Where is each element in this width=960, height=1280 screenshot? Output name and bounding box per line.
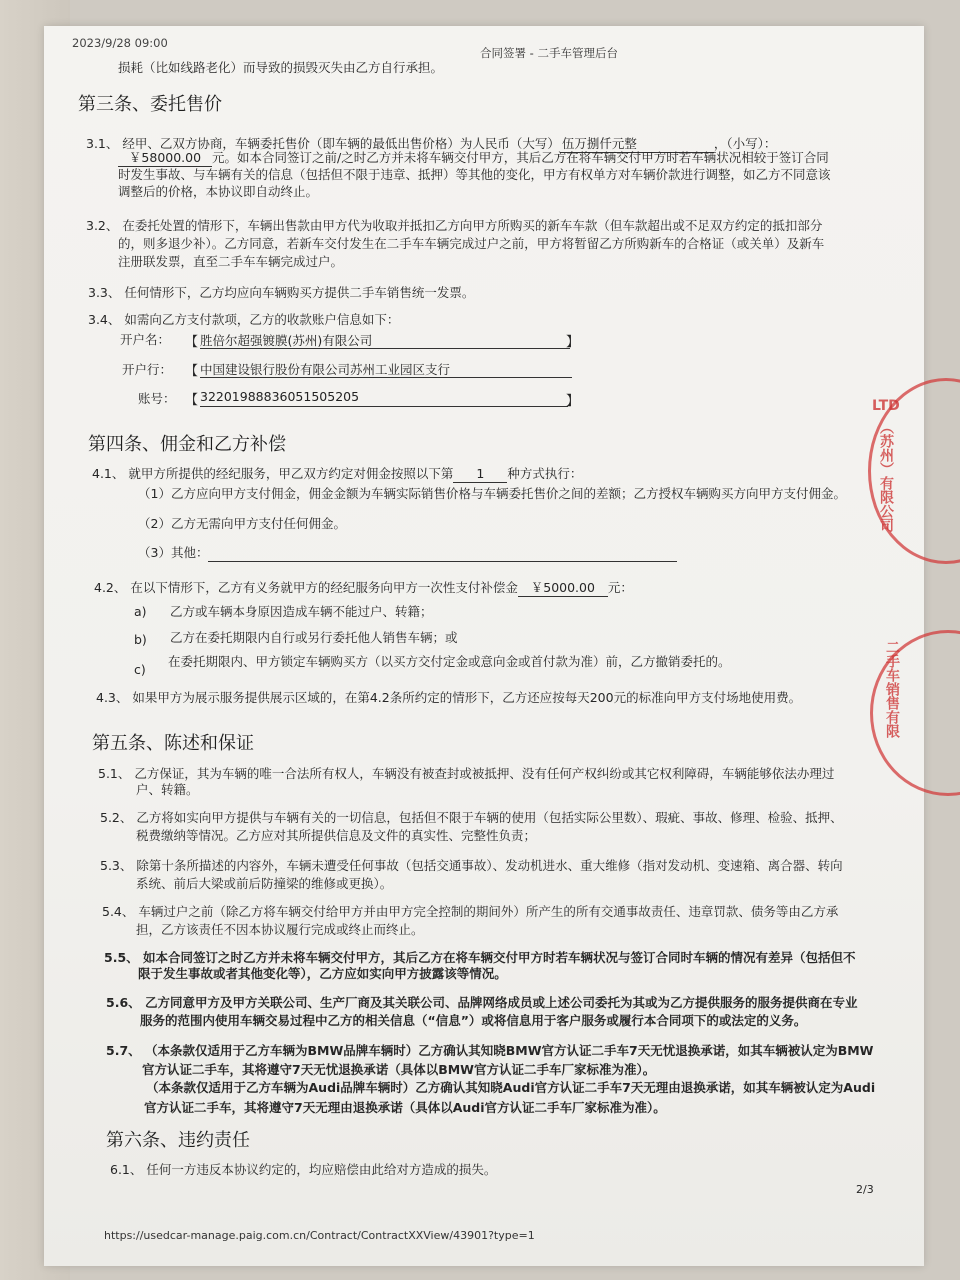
item-b-text: 乙方在委托期限内自行或另行委托他人销售车辆；或 xyxy=(170,630,458,645)
clause-3-1-text-c: 元。如本合同签订之前/之时乙方并未将车辆交付甲方，其后乙方在将车辆交付甲方时若车辆状况相较于签订合同 xyxy=(212,150,829,165)
top-line: 损耗（比如线路老化）而导致的损毁灭失由乙方自行承担。 xyxy=(118,60,444,75)
payee-value: 胜倍尔超强镀膜(苏州)有限公司 xyxy=(200,333,373,348)
commission-option-1: （1）乙方应向甲方支付佣金，佣金金额为车辆实际销售价格与车辆委托售价之间的差额；乙方授权车辆购买方向甲方支付佣金。 xyxy=(138,486,846,501)
clause-4-2 xyxy=(94,580,633,597)
page-number: 2/3 xyxy=(856,1183,874,1196)
item-a-text: 乙方或车辆本身原因造成车辆不能过户、转籍； xyxy=(170,604,433,619)
clause-3-2-line2: 的，则多退少补）。乙方同意，若新车交付发生在二手车车辆完成过户之前，甲方将暂留乙方所购新车的合格证（或关单）及新车 xyxy=(118,236,825,251)
clause-5-4-line2: 担，乙方该责任不因本协议履行完成或终止而终止。 xyxy=(136,922,424,937)
clause-5-5: 5.5、 如本合同签订之时乙方并未将车辆交付甲方，其后乙方在将车辆交付甲方时若车辆状况与签订合同时车辆的情况有差异（包括但不 xyxy=(104,950,856,965)
bracket-close: 】 xyxy=(566,335,580,350)
amount-numeric: ￥58000.00 xyxy=(118,150,212,167)
clause-4-2-text-b: 元： xyxy=(607,580,633,595)
clause-5-6-line2: 服务的范围内使用车辆交易过程中乙方的相关信息（“信息”）或将信息用于客户服务或履行本合同项下的或法定的义务。 xyxy=(140,1013,807,1028)
print-title: 合同签署 - 二手车管理后台 xyxy=(480,46,618,60)
clause-5-4: 5.4、 车辆过户之前（除乙方将车辆交付给甲方并由甲方完全控制的期间外）所产生的所有交通事故责任、违章罚款、债务等由乙方承 xyxy=(102,904,839,919)
bracket-close: 】 xyxy=(566,394,580,409)
section-6-heading: 第六条、违约责任 xyxy=(106,1130,250,1151)
commission-option-3-label: （3）其他： xyxy=(138,545,209,560)
account-field xyxy=(200,389,568,407)
clause-3-1-text-b: ，（小写）： xyxy=(713,136,777,151)
clause-5-7-line4: 官方认证二手车，其将遵守7天无理由退换承诺（具体以Audi官方认证二手车厂家标准为准）。 xyxy=(144,1100,666,1115)
account-label: 账号： xyxy=(138,391,176,406)
clause-3-2: 3.2、 在委托处置的情形下，车辆出售款由甲方代为收取并抵扣乙方向甲方所购买的新车车款（但车款超出或不足双方约定的抵扣部分 xyxy=(86,218,823,233)
section-4-heading: 第四条、佣金和乙方补偿 xyxy=(88,434,286,455)
clause-5-7: 5.7、 （本条款仅适用于乙方车辆为BMW品牌车辆时）乙方确认其知晓BMW官方认证二手车7天无忧退换承诺，如其车辆被认定为BMW xyxy=(106,1043,874,1058)
clause-3-2-line3: 注册联发票，直至二手车车辆完成过户。 xyxy=(118,254,344,269)
clause-4-1-text-b: 种方式执行： xyxy=(507,466,583,481)
compensation-amount: ￥5000.00 xyxy=(518,580,608,597)
clause-5-7-line3: （本条款仅适用于乙方车辆为Audi品牌车辆时）乙方确认其知晓Audi官方认证二手车7天无理由退换承诺，如其车辆被认定为Audi xyxy=(146,1080,876,1095)
clause-6-1: 6.1、 任何一方违反本协议约定的，均应赔偿由此给对方造成的损失。 xyxy=(110,1162,497,1177)
commission-option-3 xyxy=(138,545,677,562)
bank-field xyxy=(200,360,572,378)
amount-uppercase: 伍万捌仟元整 xyxy=(560,136,714,153)
clause-5-7-line2: 官方认证二手车，其将遵守7天无忧退换承诺（具体以BMW官方认证二手车厂家标准为准）。 xyxy=(142,1062,656,1077)
clause-4-2-text: 4.2、 在以下情形下，乙方有义务就甲方的经纪服务向甲方一次性支付补偿金 xyxy=(94,580,518,595)
print-url: https://usedcar-manage.paig.com.cn/Contract/ContractXXView/43901?type=1 xyxy=(104,1229,535,1242)
bank-value: 中国建设银行股份有限公司苏州工业园区支行 xyxy=(200,362,451,377)
clause-4-1-text: 4.1、 就甲方所提供的经纪服务，甲乙双方约定对佣金按照以下第 xyxy=(92,466,454,481)
clause-5-2: 5.2、 乙方将如实向甲方提供与车辆有关的一切信息，包括但不限于车辆的使用（包括实际公里数）、瑕疵、事故、修理、检验、抵押、 xyxy=(100,810,843,825)
commission-option-2: （2）乙方无需向甲方支付任何佣金。 xyxy=(138,516,346,531)
clause-5-3-line2: 系统、前后大梁或前后防撞梁的维修或更换）。 xyxy=(136,876,393,891)
clause-5-2-line2: 税费缴纳等情况。乙方应对其所提供信息及文件的真实性、完整性负责； xyxy=(136,828,537,843)
clause-4-1 xyxy=(92,466,582,483)
bank-label: 开户行： xyxy=(122,362,173,377)
bracket-open: 【 xyxy=(185,393,199,408)
clause-3-3: 3.3、 任何情形下，乙方均应向车辆购买方提供二手车销售统一发票。 xyxy=(88,285,475,300)
commission-option-number: 1 xyxy=(453,466,507,483)
account-value: 32201988836051505205 xyxy=(200,389,360,404)
item-c-label: c) xyxy=(134,662,146,677)
item-c-text: 在委托期限内、甲方锁定车辆购买方（以买方交付定金或意向金或首付款为准）前，乙方撤销委托的。 xyxy=(168,654,731,669)
clause-5-6: 5.6、 乙方同意甲方及甲方关联公司、生产厂商及其关联公司、品牌网络成员或上述公司委托为其或为乙方提供服务的服务提供商在专业 xyxy=(106,995,858,1010)
seal-text-ltd: LTD xyxy=(872,398,900,414)
clause-3-1-line3: 时发生事故、与车辆有关的信息（包括但不限于违章、抵押）等其他的变化，甲方有权单方对车辆价款进行调整，如乙方不同意该 xyxy=(118,167,831,182)
payee-label: 开户名： xyxy=(120,332,171,347)
clause-3-1-text: 3.1、 经甲、乙双方协商，车辆委托售价（即车辆的最低出售价格）为人民币（大写） xyxy=(86,136,560,151)
clause-5-1: 5.1、 乙方保证，其为车辆的唯一合法所有权人，车辆没有被查封或被抵押、没有任何产权纠纷或其它权利障碍，车辆能够依法办理过 xyxy=(98,766,835,781)
item-b-label: b) xyxy=(134,632,147,647)
bracket-open: 【 xyxy=(185,335,199,350)
section-3-heading: 第三条、委托售价 xyxy=(78,94,222,115)
clause-3-1-line4: 调整后的价格，本协议即自动终止。 xyxy=(118,184,319,199)
clause-4-3: 4.3、 如果甲方为展示服务提供展示区域的，在第4.2条所约定的情形下，乙方还应按每天200元的标准向甲方支付场地使用费。 xyxy=(96,690,802,705)
bracket-open: 【 xyxy=(185,364,199,379)
section-5-heading: 第五条、陈述和保证 xyxy=(92,733,254,754)
seal-text-company: （苏州）有限公司 xyxy=(878,420,894,532)
payee-field xyxy=(200,331,570,349)
clause-3-1-line2 xyxy=(118,150,829,167)
item-a-label: a) xyxy=(134,604,147,619)
print-datetime: 2023/9/28 09:00 xyxy=(72,36,168,50)
clause-5-3: 5.3、 除第十条所描述的内容外，车辆未遭受任何事故（包括交通事故）、发动机进水、重大维修（指对发动机、变速箱、离合器、转向 xyxy=(100,858,843,873)
clause-3-4: 3.4、 如需向乙方支付款项，乙方的收款账户信息如下： xyxy=(88,312,400,327)
seal-text-dealer: 二手车销售有限 xyxy=(884,640,900,738)
clause-5-1-line2: 户、转籍。 xyxy=(136,782,199,797)
clause-5-5-line2: 限于发生事故或者其他变化等），乙方应如实向甲方披露该等情况。 xyxy=(138,966,507,981)
